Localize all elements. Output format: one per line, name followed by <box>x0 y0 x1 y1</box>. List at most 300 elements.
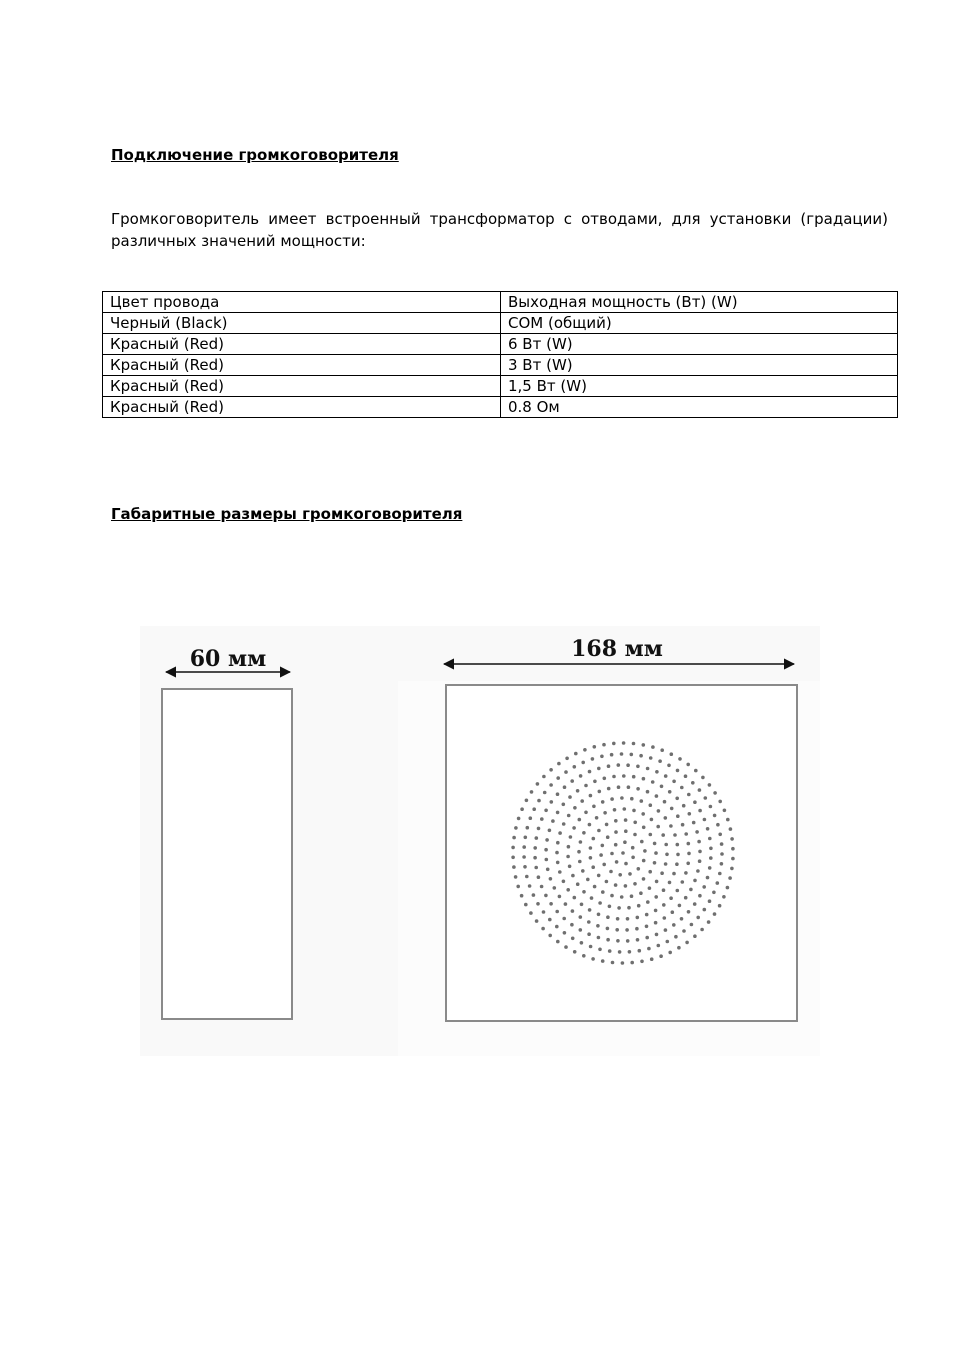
grille-dot <box>686 763 690 767</box>
grille-dot <box>632 742 636 746</box>
grille-dot <box>659 954 663 958</box>
grille-dot <box>701 776 705 780</box>
grille-dot <box>672 923 676 927</box>
grille-dot <box>576 789 580 793</box>
grille-dot <box>671 910 675 914</box>
grille-dot <box>525 799 529 803</box>
grille-dot <box>601 890 605 894</box>
grille-dot <box>648 870 652 874</box>
grille-dot <box>700 928 704 932</box>
grille-dot <box>530 790 534 794</box>
grille-dot <box>621 851 625 855</box>
grille-dot <box>681 823 685 827</box>
grille-dot <box>633 821 637 825</box>
grille-dot <box>562 803 566 807</box>
grille-dot <box>535 836 539 840</box>
grille-dot <box>682 804 686 808</box>
grille-dot <box>640 799 644 803</box>
grille-dot <box>654 895 658 899</box>
grille-dot <box>723 809 727 813</box>
grille-dot <box>645 925 649 929</box>
grille-dot <box>698 894 702 898</box>
grille-dot <box>582 890 586 894</box>
grille-dot <box>706 876 710 880</box>
grille-dot <box>713 791 717 795</box>
grille-dot <box>708 837 712 841</box>
grille-dot <box>661 833 665 837</box>
grille-dot <box>660 785 664 789</box>
grille-dot <box>687 793 691 797</box>
grille-dot <box>571 937 575 941</box>
grille-dot <box>645 936 649 940</box>
grille-dot <box>620 895 624 899</box>
grille-dot <box>708 899 712 903</box>
grille-dot <box>611 961 615 965</box>
dimension-svg <box>140 626 820 1056</box>
wire-color-cell: Красный (Red) <box>103 355 501 376</box>
grille-dot <box>703 908 707 912</box>
grille-dot <box>680 917 684 921</box>
grille-dot <box>536 902 540 906</box>
grille-dot <box>614 819 618 823</box>
grille-dot <box>579 840 583 844</box>
wire-color-cell: Красный (Red) <box>103 397 501 418</box>
grille-dot <box>511 846 515 850</box>
grille-dot <box>712 891 716 895</box>
grille-dot <box>622 741 626 745</box>
grille-dot <box>632 775 636 779</box>
grille-dot <box>730 837 734 841</box>
grille-dot <box>620 752 624 756</box>
grille-dot <box>558 895 562 899</box>
grille-dot <box>548 918 552 922</box>
grille-dot <box>534 866 538 870</box>
grille-dot <box>623 807 627 811</box>
wire-color-cell: Красный (Red) <box>103 334 501 355</box>
grille-dot <box>598 901 602 905</box>
grille-dot <box>516 885 520 889</box>
grille-dot <box>591 757 595 761</box>
grille-dot <box>655 880 659 884</box>
grille-dot <box>593 780 597 784</box>
grille-dot <box>626 917 630 921</box>
grille-dot <box>614 830 618 834</box>
grille-dot <box>572 826 576 830</box>
grille-dot <box>573 950 577 954</box>
grille-dot <box>540 885 544 889</box>
grille-dot <box>663 800 667 804</box>
grille-dot <box>606 835 610 839</box>
grille-dot <box>555 910 559 914</box>
grille-dot <box>606 938 610 942</box>
grille-dot <box>650 818 654 822</box>
grille-dot <box>654 909 658 913</box>
side-view-outline <box>162 689 292 1019</box>
grille-dot <box>544 894 548 898</box>
grille-dot <box>549 783 553 787</box>
grille-dot <box>598 790 602 794</box>
grille-dot <box>728 876 732 880</box>
grille-dot <box>562 822 566 826</box>
grille-dot <box>571 874 575 878</box>
grille-dot <box>713 912 717 916</box>
grille-dot <box>573 765 577 769</box>
grille-dot <box>626 939 630 943</box>
grille-dot <box>558 870 562 874</box>
grille-dot <box>588 770 592 774</box>
grille-dot <box>618 950 622 954</box>
grille-dot <box>636 787 640 791</box>
grille-dot <box>577 850 581 854</box>
grille-dot <box>676 769 680 773</box>
grille-dot <box>662 903 666 907</box>
grille-dot <box>707 920 711 924</box>
grille-dot <box>583 748 587 752</box>
grille-dot <box>545 858 549 862</box>
grille-dot <box>566 855 570 859</box>
wire-color-cell: Красный (Red) <box>103 376 501 397</box>
grille-dot <box>685 941 689 945</box>
grille-dot <box>550 800 554 804</box>
grille-dot <box>636 765 640 769</box>
grille-dot <box>646 790 650 794</box>
grille-dot <box>580 903 584 907</box>
grille-dot <box>647 947 651 951</box>
grille-dot <box>696 869 700 873</box>
grille-dot <box>537 799 541 803</box>
grille-dot <box>542 910 546 914</box>
grille-dot <box>673 833 677 837</box>
grille-dot <box>696 916 700 920</box>
grille-dot <box>589 856 593 860</box>
grille-dot <box>645 913 649 917</box>
grille-dot <box>589 846 593 850</box>
grille-dot <box>657 944 661 948</box>
grille-dot <box>643 849 647 853</box>
grille-dot <box>597 767 601 771</box>
grille-dot <box>537 875 541 879</box>
grille-dot <box>582 831 586 835</box>
grille-dot <box>522 855 526 859</box>
grille-dot <box>642 826 646 830</box>
grille-dot <box>602 863 606 867</box>
grille-dot <box>713 814 717 818</box>
grille-dot <box>584 784 588 788</box>
grille-dot <box>524 903 528 907</box>
grille-dot <box>537 827 541 831</box>
grille-dot <box>601 844 605 848</box>
grille-dot <box>693 934 697 938</box>
grille-dot <box>520 894 524 898</box>
grille-dot <box>623 840 627 844</box>
grille-dot <box>589 794 593 798</box>
grille-dot <box>579 915 583 919</box>
grille-dot <box>635 927 639 931</box>
grille-dot <box>597 936 601 940</box>
grille-dot <box>640 840 644 844</box>
grille-dot <box>586 878 590 882</box>
grille-dot <box>667 764 671 768</box>
grille-dot <box>612 775 616 779</box>
grille-dot <box>646 767 650 771</box>
power-cell: COM (общий) <box>501 313 898 334</box>
grille-dot <box>593 745 597 749</box>
grille-dot <box>597 913 601 917</box>
grille-dot <box>543 791 547 795</box>
grille-dot <box>663 916 667 920</box>
grille-dot <box>533 846 537 850</box>
grille-dot <box>512 865 516 869</box>
grille-dot <box>615 860 619 864</box>
grille-dot <box>587 920 591 924</box>
grille-dot <box>593 885 597 889</box>
grille-dot <box>664 862 668 866</box>
grille-dot <box>627 785 631 789</box>
grille-dot <box>580 799 584 803</box>
grille-dot <box>514 875 518 879</box>
grille-dot <box>637 867 641 871</box>
grille-dot <box>625 928 629 932</box>
grille-dot <box>614 843 618 847</box>
grille-dot <box>533 856 537 860</box>
grille-dot <box>624 884 628 888</box>
grille-dot <box>676 814 680 818</box>
grille-dot <box>532 807 536 811</box>
grille-dot <box>627 906 631 910</box>
grille-dot <box>630 797 634 801</box>
grille-dot <box>680 786 684 790</box>
grille-dot <box>687 910 691 914</box>
grille-dot <box>646 900 650 904</box>
grille-dot <box>693 800 697 804</box>
grille-dot <box>580 941 584 945</box>
power-cell: 3 Вт (W) <box>501 355 898 376</box>
grille-dot <box>709 847 713 851</box>
grille-dot <box>549 768 553 772</box>
grille-dot <box>720 852 724 856</box>
grille-dot <box>610 753 614 757</box>
grille-dot <box>557 762 561 766</box>
grille-dot <box>642 743 646 747</box>
grille-dot <box>525 875 529 879</box>
grille-dot <box>610 894 614 898</box>
grille-dot <box>564 902 568 906</box>
grille-dot <box>675 862 679 866</box>
grille-dot <box>631 846 635 850</box>
grille-dot <box>544 809 548 813</box>
grille-dot <box>528 884 532 888</box>
grille-dot <box>556 841 560 845</box>
grille-dot <box>591 957 595 961</box>
section-heading-dimensions: Габаритные размеры громкоговорителя <box>111 505 463 523</box>
grille-dot <box>698 809 702 813</box>
grille-dot <box>718 904 722 908</box>
grille-dot <box>706 827 710 831</box>
grille-dot <box>642 777 646 781</box>
grille-dot <box>601 959 605 963</box>
grille-dot <box>622 774 626 778</box>
grille-dot <box>562 917 566 921</box>
grille-dot <box>687 852 691 856</box>
grille-dot <box>709 805 713 809</box>
grille-dot <box>640 960 644 964</box>
grille-dot <box>600 755 604 759</box>
grille-dot <box>615 928 619 932</box>
grille-dot <box>653 861 657 865</box>
grille-dot <box>649 756 653 760</box>
grille-dot <box>524 836 528 840</box>
grille-dot <box>693 879 697 883</box>
grille-dot <box>682 929 686 933</box>
grille-dot <box>630 753 634 757</box>
grille-dot <box>633 833 637 837</box>
grille-dot <box>556 940 560 944</box>
grille-dot <box>613 808 617 812</box>
grille-dot <box>718 800 722 804</box>
front-width-label: 168 мм <box>571 636 663 662</box>
grille-dot <box>720 842 724 846</box>
grille-dot <box>545 838 549 842</box>
grille-dot <box>684 896 688 900</box>
grille-dot <box>612 742 616 746</box>
grille-dot <box>687 842 691 846</box>
grille-dot <box>617 785 621 789</box>
grille-dot <box>676 889 680 893</box>
grille-dot <box>523 865 527 869</box>
grille-dot <box>676 843 680 847</box>
grille-dot <box>684 774 688 778</box>
grille-dot <box>693 902 697 906</box>
grille-dot <box>660 871 664 875</box>
grille-dot <box>573 896 577 900</box>
grille-dot <box>610 852 614 856</box>
grille-dot <box>620 796 624 800</box>
grille-dot <box>654 851 658 855</box>
grille-dot <box>689 888 693 892</box>
grille-dot <box>684 871 688 875</box>
grille-dot <box>606 927 610 931</box>
grille-dot <box>698 859 702 863</box>
grille-dot <box>574 752 578 756</box>
grille-dot <box>570 923 574 927</box>
grille-dot <box>660 748 664 752</box>
grille-dot <box>555 925 559 929</box>
grille-dot <box>636 938 640 942</box>
grille-dot <box>556 776 560 780</box>
grille-dot <box>617 906 621 910</box>
grille-dot <box>684 832 688 836</box>
grille-dot <box>722 895 726 899</box>
grille-dot <box>544 848 548 852</box>
grille-dot <box>582 954 586 958</box>
grille-dot <box>718 833 722 837</box>
grille-dot <box>610 797 614 801</box>
grille-dot <box>672 780 676 784</box>
grille-dot <box>587 932 591 936</box>
grille-dot <box>597 874 601 878</box>
grille-dot <box>549 902 553 906</box>
grille-dot <box>589 945 593 949</box>
grille-dot <box>563 785 567 789</box>
grille-dot <box>669 896 673 900</box>
grille-dot <box>616 917 620 921</box>
table-header-row <box>103 292 898 313</box>
grille-dot <box>512 836 516 840</box>
grille-dot <box>563 931 567 935</box>
grille-dot <box>678 904 682 908</box>
grille-dot <box>638 949 642 953</box>
grille-dot <box>702 885 706 889</box>
grille-dot <box>556 811 560 815</box>
grille-dot <box>532 893 536 897</box>
grille-dot <box>565 757 569 761</box>
grille-dot <box>605 880 609 884</box>
grille-dot <box>555 851 559 855</box>
grille-dot <box>678 757 682 761</box>
table-header-cell: Цвет провода <box>103 292 501 313</box>
grille-dot <box>637 904 641 908</box>
grille-dot <box>548 934 552 938</box>
grille-dot <box>608 905 612 909</box>
grille-dot <box>668 881 672 885</box>
grille-dot <box>584 811 588 815</box>
grille-dot <box>729 827 733 831</box>
grille-dot <box>655 794 659 798</box>
intro-paragraph: Громкоговоритель имеет встроенный трансформатор с отводами, для установки (градации) различных значений мощности: <box>111 210 888 250</box>
grille-dot <box>529 911 533 915</box>
grille-dot <box>655 933 659 937</box>
grille-dot <box>642 859 646 863</box>
grille-dot <box>588 823 592 827</box>
grille-dot <box>603 777 607 781</box>
grille-dot <box>578 860 582 864</box>
grille-dot <box>657 809 661 813</box>
grille-dot <box>606 915 610 919</box>
grille-dot <box>579 928 583 932</box>
grille-dot <box>665 853 669 857</box>
grille-dot <box>697 840 701 844</box>
grille-dot <box>601 800 605 804</box>
grille-dot <box>632 809 636 813</box>
wire-color-cell: Черный (Black) <box>103 313 501 334</box>
grille-dot <box>649 833 653 837</box>
grille-dot <box>720 862 724 866</box>
grille-dot <box>607 764 611 768</box>
grille-dot <box>566 888 570 892</box>
section-heading-connection: Подключение громкоговорителя <box>111 146 399 164</box>
grille-dot <box>664 928 668 932</box>
grille-dot <box>636 916 640 920</box>
grille-dot <box>670 807 674 811</box>
grille-dot <box>703 818 707 822</box>
grille-dot <box>529 816 533 820</box>
grille-dot <box>648 886 652 890</box>
grille-dot <box>672 872 676 876</box>
grille-dot <box>688 812 692 816</box>
grille-dot <box>522 845 526 849</box>
grille-dot <box>603 811 607 815</box>
grille-dot <box>621 961 625 965</box>
grille-dot <box>590 896 594 900</box>
grille-dot <box>624 818 628 822</box>
grille-dot <box>599 853 603 857</box>
grille-dot <box>656 825 660 829</box>
grille-dot <box>569 835 573 839</box>
wire-power-table <box>102 291 898 418</box>
grille-dot <box>596 924 600 928</box>
grille-dot <box>731 857 735 861</box>
grille-dot <box>718 872 722 876</box>
